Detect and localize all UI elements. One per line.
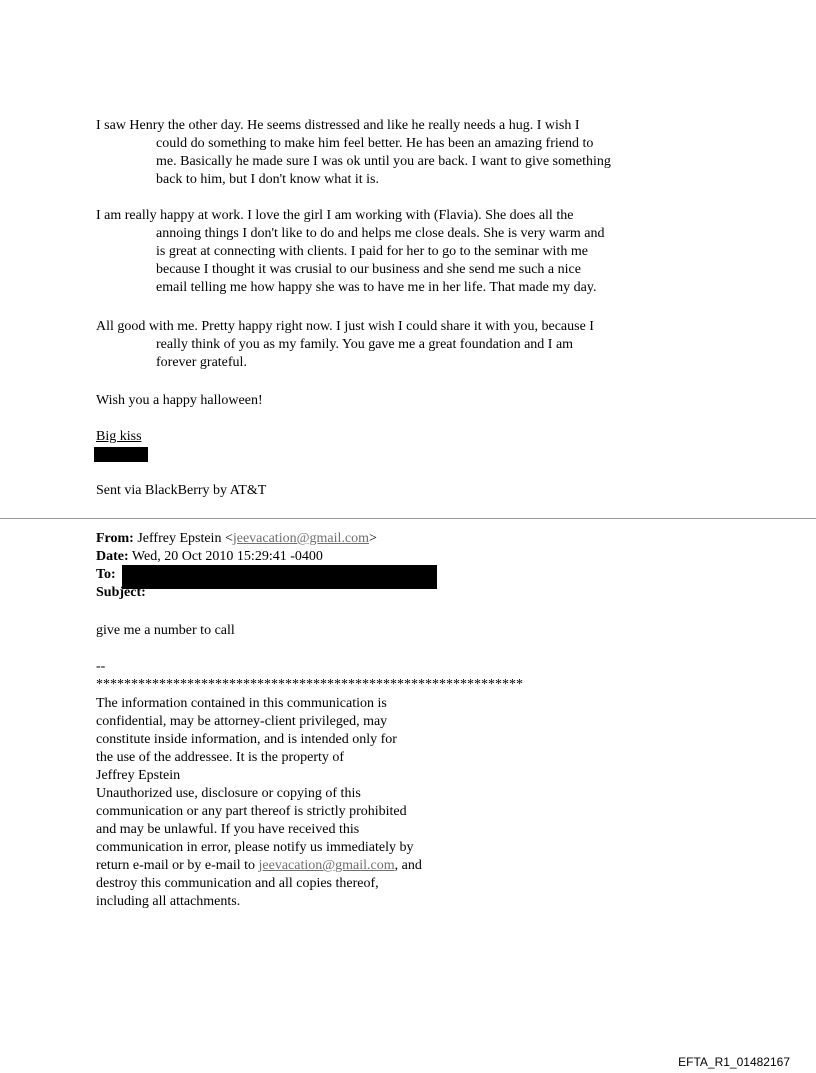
text-line: All good with me. Pretty happy right now. I just wish I could share it with you, because I [96, 319, 594, 334]
text-line: email telling me how happy she was to have me in her life. That made my day. [156, 280, 597, 295]
to-label: To: [96, 567, 116, 582]
paragraph-henry [96, 117, 696, 189]
disclaimer-line: constitute inside information, and is intended only for [96, 732, 397, 747]
signature-stars: ************************************************************* [96, 677, 523, 692]
disclaimer-line: confidential, may be attorney-client privileged, may [96, 714, 388, 729]
subject-label: Subject: [96, 585, 146, 600]
disclaimer-line: The information contained in this communication is [96, 696, 387, 711]
text-line: I am really happy at work. I love the girl I am working with (Flavia). She does all the [96, 208, 574, 223]
from-bracket: > [368, 531, 377, 546]
from-label: From: [96, 531, 134, 546]
header-from [96, 530, 377, 548]
disclaimer-text: , and [394, 858, 422, 873]
text-line: is great at connecting with clients. I paid for her to go to the seminar with me [156, 244, 588, 259]
text-line: forever grateful. [156, 355, 247, 370]
text-line: back to him, but I don't know what it is. [156, 172, 380, 187]
text-line: because I thought it was crusial to our business and she send me such a nice [156, 262, 581, 277]
paragraph-work [96, 207, 696, 297]
disclaimer-line: Jeffrey Epstein [96, 768, 181, 783]
disclaimer-line: Unauthorized use, disclosure or copying of this [96, 786, 361, 801]
date-label: Date: [96, 549, 129, 564]
message-divider [0, 518, 816, 519]
disclaimer-text: return e-mail or by e-mail to [96, 858, 259, 873]
redaction-block [94, 447, 148, 462]
text-line: could do something to make him feel better. He has been an amazing friend to [156, 136, 594, 151]
text-line: really think of you as my family. You gave me a great foundation and I am [156, 337, 574, 352]
date-value: Wed, 20 Oct 2010 15:29:41 -0400 [131, 549, 323, 564]
text-line: annoing things I don't like to do and helps me close deals. She is very warm and [156, 226, 605, 241]
original-body: give me a number to call [96, 623, 235, 638]
disclaimer-line: destroy this communication and all copies thereof, [96, 876, 379, 891]
header-subject [96, 584, 146, 602]
from-name: Jeffrey Epstein < [137, 531, 233, 546]
disclaimer-line: and may be unlawful. If you have received this [96, 822, 360, 837]
signature-dashes: -- [96, 659, 106, 674]
disclaimer-line: the use of the addressee. It is the property of [96, 750, 345, 765]
text-line: me. Basically he made sure I was ok until you are back. I want to give something [156, 154, 611, 169]
disclaimer-line [96, 857, 516, 875]
header-to [96, 566, 116, 584]
text-line: I saw Henry the other day. He seems distressed and like he really needs a hug. I wish I [96, 118, 580, 133]
disclaimer-line: including all attachments. [96, 894, 241, 909]
greeting-line: Wish you a happy halloween! [96, 393, 263, 408]
from-email-link[interactable]: jeevacation@gmail.com [232, 531, 369, 546]
document-id: EFTA_R1_01482167 [678, 1055, 790, 1069]
closing-line: Big kiss [96, 429, 142, 444]
disclaimer-line: communication in error, please notify us immediately by [96, 840, 414, 855]
disclaimer-line: communication or any part thereof is strictly prohibited [96, 804, 407, 819]
paragraph-all-good [96, 318, 696, 372]
disclaimer-email-link[interactable]: jeevacation@gmail.com [258, 858, 395, 873]
redaction-block [122, 565, 437, 589]
header-date [96, 548, 323, 566]
sent-via-line: Sent via BlackBerry by AT&T [96, 483, 267, 498]
disclaimer [96, 695, 516, 911]
